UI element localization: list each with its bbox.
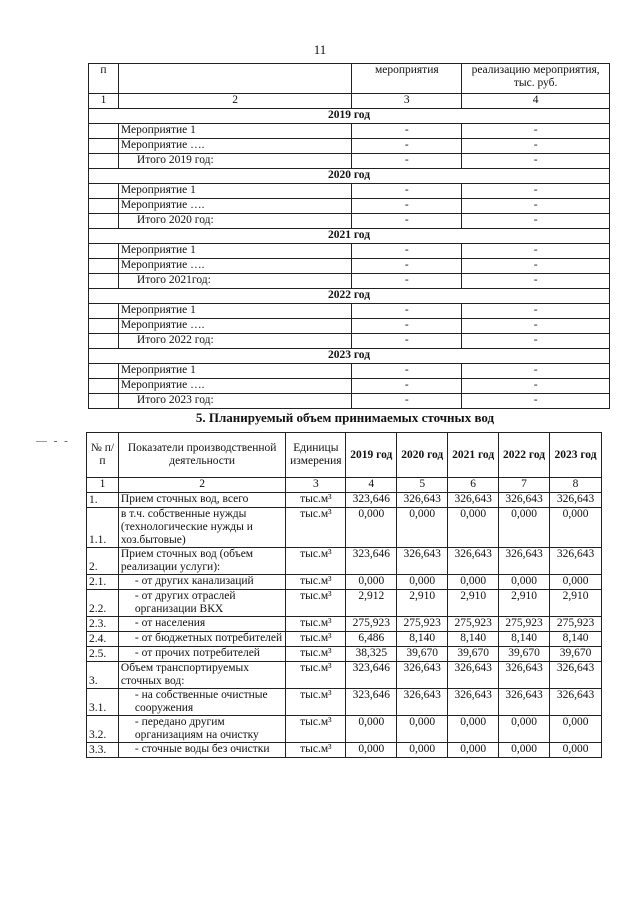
table1-cell-empty xyxy=(89,304,119,319)
measure-c4: - xyxy=(462,184,610,199)
table1-cell-empty xyxy=(89,214,119,229)
row-number: 3.1. xyxy=(87,689,119,716)
year-value: 323,646 xyxy=(346,689,397,716)
table2-row xyxy=(87,493,602,508)
year-value: 326,643 xyxy=(448,689,499,716)
table1-year-row xyxy=(89,229,610,244)
indicator-name: в т.ч. собственные нужды (технологические нужды и хоз.бытовые) xyxy=(118,508,285,548)
year-value: 326,643 xyxy=(550,689,602,716)
year-value: 39,670 xyxy=(499,647,550,662)
year-value: 0,000 xyxy=(448,743,499,758)
year-value: 326,643 xyxy=(499,493,550,508)
measure-c4: - xyxy=(462,199,610,214)
table1-cell-empty xyxy=(89,394,119,409)
row-number: 3.3. xyxy=(87,743,119,758)
year-value: 326,643 xyxy=(550,548,602,575)
row-number: 2.4. xyxy=(87,632,119,647)
year-label: 2020 год xyxy=(89,169,610,184)
table1-cell-empty xyxy=(89,319,119,334)
table2-row xyxy=(87,508,602,548)
indicator-name: - от прочих потребителей xyxy=(118,647,285,662)
table1-row xyxy=(89,334,610,349)
table2-row xyxy=(87,632,602,647)
measure-c3: - xyxy=(352,304,462,319)
measure-c4: - xyxy=(462,334,610,349)
year-value: 0,000 xyxy=(346,743,397,758)
table2-colnum-cell: 8 xyxy=(550,478,602,493)
row-number: 2.1. xyxy=(87,575,119,590)
table1-cell-empty xyxy=(89,139,119,154)
year-value: 0,000 xyxy=(499,508,550,548)
table1-colnum-cell: 1 xyxy=(89,94,119,109)
table2-colnum-cell: 7 xyxy=(499,478,550,493)
table1-cell-empty xyxy=(89,334,119,349)
measure-name: Итого 2022 год: xyxy=(118,334,351,349)
year-value: 275,923 xyxy=(397,617,448,632)
table1-row xyxy=(89,379,610,394)
measure-name: Мероприятие 1 xyxy=(118,184,351,199)
measure-c4: - xyxy=(462,364,610,379)
table2-colnum-cell: 5 xyxy=(397,478,448,493)
year-value: 275,923 xyxy=(550,617,602,632)
measure-c4: - xyxy=(462,154,610,169)
table1-row xyxy=(89,244,610,259)
year-value: 0,000 xyxy=(397,575,448,590)
measure-name: Итого 2023 год: xyxy=(118,394,351,409)
year-label: 2019 год xyxy=(89,109,610,124)
year-label: 2021 год xyxy=(89,229,610,244)
year-value: 0,000 xyxy=(346,716,397,743)
indicator-name: - сточные воды без очистки xyxy=(118,743,285,758)
table1-cell-empty xyxy=(89,259,119,274)
year-value: 0,000 xyxy=(448,575,499,590)
table1-colnum-cell: 3 xyxy=(352,94,462,109)
measure-c3: - xyxy=(352,394,462,409)
table1-colnum-cell: 4 xyxy=(462,94,610,109)
measure-c3: - xyxy=(352,184,462,199)
table2-row xyxy=(87,647,602,662)
measure-c3: - xyxy=(352,364,462,379)
table1-cell-empty xyxy=(89,184,119,199)
table1-row xyxy=(89,319,610,334)
measure-c4: - xyxy=(462,394,610,409)
margin-mark: — - - xyxy=(36,435,70,447)
year-value: 0,000 xyxy=(346,508,397,548)
table1-cell-empty xyxy=(89,199,119,214)
indicator-name: Прием сточных вод, всего xyxy=(118,493,285,508)
year-value: 8,140 xyxy=(499,632,550,647)
row-number: 1. xyxy=(87,493,119,508)
year-value: 326,643 xyxy=(397,689,448,716)
table1-row xyxy=(89,364,610,379)
year-value: 0,000 xyxy=(397,508,448,548)
year-value: 2,912 xyxy=(346,590,397,617)
measure-c4: - xyxy=(462,139,610,154)
year-value: 8,140 xyxy=(550,632,602,647)
year-value: 8,140 xyxy=(448,632,499,647)
year-value: 326,643 xyxy=(448,548,499,575)
year-value: 275,923 xyxy=(346,617,397,632)
table2-row xyxy=(87,689,602,716)
unit: тыс.м³ xyxy=(286,743,346,758)
row-number: 2.2. xyxy=(87,590,119,617)
year-value: 326,643 xyxy=(499,689,550,716)
row-number: 2.3. xyxy=(87,617,119,632)
indicator-name: - от других отраслей организации ВКХ xyxy=(118,590,285,617)
indicator-name: Объем транспортируемых сточных вод: xyxy=(118,662,285,689)
measure-c3: - xyxy=(352,154,462,169)
row-number: 2.5. xyxy=(87,647,119,662)
year-value: 2,910 xyxy=(448,590,499,617)
year-value: 326,643 xyxy=(499,548,550,575)
year-value: 2,910 xyxy=(550,590,602,617)
year-value: 8,140 xyxy=(397,632,448,647)
year-value: 0,000 xyxy=(346,575,397,590)
measure-name: Итого 2020 год: xyxy=(118,214,351,229)
year-value: 0,000 xyxy=(397,716,448,743)
year-value: 6,486 xyxy=(346,632,397,647)
year-value: 2,910 xyxy=(499,590,550,617)
year-value: 0,000 xyxy=(448,716,499,743)
measure-c4: - xyxy=(462,319,610,334)
table2-colnum-row xyxy=(87,478,602,493)
year-value: 326,643 xyxy=(397,662,448,689)
table1-row xyxy=(89,274,610,289)
measure-c3: - xyxy=(352,244,462,259)
year-value: 0,000 xyxy=(397,743,448,758)
year-value: 326,643 xyxy=(448,662,499,689)
measure-name: Мероприятие 1 xyxy=(118,124,351,139)
measure-c4: - xyxy=(462,379,610,394)
unit: тыс.м³ xyxy=(286,617,346,632)
table2-header-cell: 2020 год xyxy=(397,433,448,478)
measure-name: Мероприятие 1 xyxy=(118,244,351,259)
year-value: 326,643 xyxy=(448,493,499,508)
table2-header-cell: Единицы измерения xyxy=(286,433,346,478)
table1-row xyxy=(89,259,610,274)
indicator-name: - от бюджетных потребителей xyxy=(118,632,285,647)
unit: тыс.м³ xyxy=(286,689,346,716)
table1-cell-empty xyxy=(89,154,119,169)
table1-cell-empty xyxy=(89,379,119,394)
table1-row xyxy=(89,199,610,214)
measure-c4: - xyxy=(462,244,610,259)
unit: тыс.м³ xyxy=(286,632,346,647)
table1-row xyxy=(89,154,610,169)
measure-c3: - xyxy=(352,124,462,139)
table2-colnum-cell: 1 xyxy=(87,478,119,493)
unit: тыс.м³ xyxy=(286,493,346,508)
year-value: 0,000 xyxy=(550,508,602,548)
table2-row xyxy=(87,716,602,743)
measure-c3: - xyxy=(352,259,462,274)
indicator-name: - от населения xyxy=(118,617,285,632)
year-value: 323,646 xyxy=(346,548,397,575)
year-label: 2022 год xyxy=(89,289,610,304)
indicator-name: Прием сточных вод (объем реализации услуги): xyxy=(118,548,285,575)
year-value: 323,646 xyxy=(346,493,397,508)
year-value: 0,000 xyxy=(550,743,602,758)
row-number: 3. xyxy=(87,662,119,689)
table2-colnum-cell: 4 xyxy=(346,478,397,493)
table1-year-row xyxy=(89,169,610,184)
table1-header-cell: п xyxy=(89,64,119,94)
year-value: 275,923 xyxy=(499,617,550,632)
table1-colnum-row xyxy=(89,94,610,109)
row-number: 1.1. xyxy=(87,508,119,548)
page-number: 11 xyxy=(313,42,327,57)
unit: тыс.м³ xyxy=(286,508,346,548)
row-number: 3.2. xyxy=(87,716,119,743)
table1-row xyxy=(89,214,610,229)
year-value: 326,643 xyxy=(499,662,550,689)
year-value: 0,000 xyxy=(550,575,602,590)
measure-c4: - xyxy=(462,274,610,289)
year-value: 323,646 xyxy=(346,662,397,689)
table1-year-row xyxy=(89,109,610,124)
indicator-name: - от других канализаций xyxy=(118,575,285,590)
measure-name: Итого 2019 год: xyxy=(118,154,351,169)
table2-row xyxy=(87,743,602,758)
table2-header-cell: 2023 год xyxy=(550,433,602,478)
measure-name: Итого 2021год: xyxy=(118,274,351,289)
measure-c4: - xyxy=(462,214,610,229)
table1-row xyxy=(89,394,610,409)
table2-row xyxy=(87,548,602,575)
table1-row xyxy=(89,304,610,319)
measure-name: Мероприятие 1 xyxy=(118,364,351,379)
table1-colnum-cell: 2 xyxy=(118,94,351,109)
table1-year-row xyxy=(89,289,610,304)
table1-cell-empty xyxy=(89,124,119,139)
measure-c3: - xyxy=(352,319,462,334)
table1-header-cell: реализацию мероприятия, тыс. руб. xyxy=(462,64,610,94)
measure-c3: - xyxy=(352,379,462,394)
table2-row xyxy=(87,617,602,632)
unit: тыс.м³ xyxy=(286,647,346,662)
year-value: 0,000 xyxy=(499,743,550,758)
year-value: 326,643 xyxy=(397,548,448,575)
measure-name: Мероприятие …. xyxy=(118,319,351,334)
measure-c3: - xyxy=(352,199,462,214)
measure-name: Мероприятие 1 xyxy=(118,304,351,319)
year-value: 39,670 xyxy=(448,647,499,662)
year-value: 0,000 xyxy=(499,575,550,590)
row-number: 2. xyxy=(87,548,119,575)
table2-row xyxy=(87,575,602,590)
year-value: 38,325 xyxy=(346,647,397,662)
table1-cell-empty xyxy=(89,244,119,259)
table2-header-row xyxy=(87,433,602,478)
year-value: 39,670 xyxy=(397,647,448,662)
table1-header-row xyxy=(89,64,610,94)
wastewater-table xyxy=(86,432,602,758)
indicator-name: - на собственные очистные сооружения xyxy=(118,689,285,716)
table2-colnum-cell: 2 xyxy=(118,478,285,493)
measure-name: Мероприятие …. xyxy=(118,379,351,394)
year-value: 326,643 xyxy=(397,493,448,508)
indicator-name: - передано другим организациям на очистку xyxy=(118,716,285,743)
year-value: 275,923 xyxy=(448,617,499,632)
year-value: 326,643 xyxy=(550,493,602,508)
unit: тыс.м³ xyxy=(286,548,346,575)
measure-name: Мероприятие …. xyxy=(118,139,351,154)
table2-row xyxy=(87,590,602,617)
year-label: 2023 год xyxy=(89,349,610,364)
table1-row xyxy=(89,139,610,154)
table2-header-cell: 2019 год xyxy=(346,433,397,478)
measure-name: Мероприятие …. xyxy=(118,199,351,214)
table1-year-row xyxy=(89,349,610,364)
measure-c4: - xyxy=(462,259,610,274)
table1-row xyxy=(89,184,610,199)
table1-header-cell xyxy=(118,64,351,94)
table1-row xyxy=(89,124,610,139)
year-value: 0,000 xyxy=(499,716,550,743)
measure-c3: - xyxy=(352,139,462,154)
table2-row xyxy=(87,662,602,689)
measure-c4: - xyxy=(462,304,610,319)
table1-cell-empty xyxy=(89,364,119,379)
year-value: 0,000 xyxy=(448,508,499,548)
measure-name: Мероприятие …. xyxy=(118,259,351,274)
section-title: 5. Планируемый объем принимаемых сточных вод xyxy=(195,410,495,425)
table1-header-cell: мероприятия xyxy=(352,64,462,94)
year-value: 326,643 xyxy=(550,662,602,689)
measure-c3: - xyxy=(352,214,462,229)
year-value: 2,910 xyxy=(397,590,448,617)
table2-colnum-cell: 3 xyxy=(286,478,346,493)
measure-c3: - xyxy=(352,334,462,349)
unit: тыс.м³ xyxy=(286,575,346,590)
unit: тыс.м³ xyxy=(286,662,346,689)
table2-header-cell: 2022 год xyxy=(499,433,550,478)
year-value: 0,000 xyxy=(550,716,602,743)
measures-table xyxy=(88,63,610,409)
table2-header-cell: 2021 год xyxy=(448,433,499,478)
year-value: 39,670 xyxy=(550,647,602,662)
table2-header-cell: № п/п xyxy=(87,433,119,478)
table2-header-cell: Показатели производственной деятельности xyxy=(118,433,285,478)
table2-colnum-cell: 6 xyxy=(448,478,499,493)
measure-c4: - xyxy=(462,124,610,139)
table1-cell-empty xyxy=(89,274,119,289)
unit: тыс.м³ xyxy=(286,716,346,743)
measure-c3: - xyxy=(352,274,462,289)
unit: тыс.м³ xyxy=(286,590,346,617)
